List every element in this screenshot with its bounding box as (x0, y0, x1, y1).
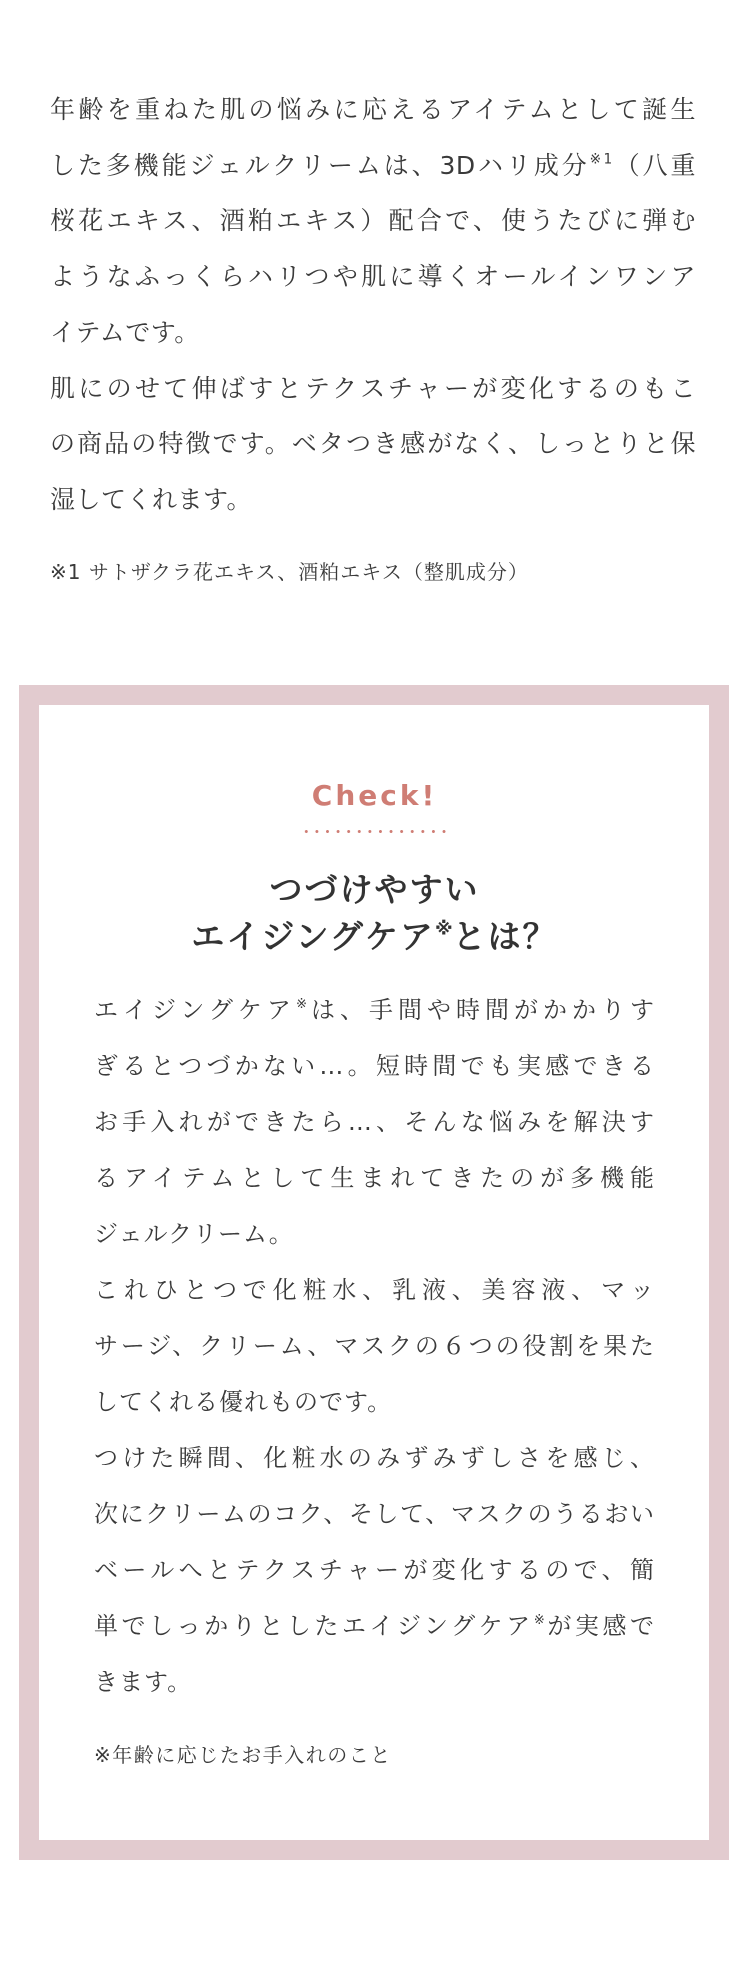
check-body-line (94, 1598, 655, 1654)
check-body-line (94, 1038, 655, 1094)
check-body-line (94, 1430, 655, 1486)
text-segment: ジェルクリーム。 (94, 1219, 294, 1248)
text-segment: した多機能ジェルクリームは、3Dハリ成分 (50, 150, 590, 180)
check-body-line (94, 1262, 655, 1318)
intro-footnote: ※1 サトザクラ花エキス、酒粕エキス（整肌成分） (50, 559, 529, 584)
text-segment: エイジングケア (94, 995, 296, 1024)
check-body-line (94, 1150, 655, 1206)
footnote-mark: ※1 (589, 151, 613, 168)
text-segment: 湿してくれます。 (50, 484, 253, 514)
text-segment: きます。 (94, 1667, 193, 1696)
check-body-paragraph (94, 1430, 655, 1710)
check-heading (94, 866, 655, 960)
intro-line (50, 82, 696, 138)
intro-line (50, 305, 696, 361)
check-box-inner (39, 705, 709, 1770)
text-segment: るアイテムとして生まれてきたのが多機能 (94, 1163, 655, 1192)
text-segment: 年齢を重ねた肌の悩みに応えるアイテムとして誕生 (50, 95, 696, 124)
text-segment: 肌にのせて伸ばすとテクスチャーが変化するのもこ (50, 373, 696, 403)
text-segment: してくれる優れものです。 (94, 1387, 393, 1416)
check-body-line (94, 1542, 655, 1598)
text-segment: 単でしっかりとしたエイジングケア (94, 1611, 534, 1640)
check-body-line (94, 1374, 655, 1430)
text-segment: エイジングケア (191, 917, 435, 956)
intro-line (50, 361, 696, 417)
intro-paragraph (50, 361, 696, 528)
check-body-line (94, 1318, 655, 1374)
text-segment: サージ、クリーム、マスクの６つの役割を果た (94, 1331, 655, 1360)
text-segment: お手入れができたら…、そんな悩みを解決す (94, 1107, 655, 1136)
intro-section (50, 82, 696, 587)
intro-line (50, 138, 696, 194)
text-segment: ベールへとテクスチャーが変化するので、簡 (94, 1555, 655, 1584)
check-body-line (94, 982, 655, 1038)
check-heading-paragraph (94, 866, 655, 960)
intro-line (50, 472, 696, 528)
text-segment: とは？ (452, 917, 558, 956)
text-segment: これひとつで化粧水、乳液、美容液、マッ (94, 1275, 655, 1304)
check-label: Check! (311, 779, 438, 812)
text-segment: ようなふっくらハリつや肌に導くオールインワンア (50, 262, 696, 292)
text-segment: つけた瞬間、化粧水のみずみずしさを感じ、 (94, 1443, 655, 1472)
check-box (19, 685, 729, 1860)
intro-paragraph (50, 82, 696, 361)
check-body-line (94, 1486, 655, 1542)
check-body-line (94, 1654, 655, 1710)
check-body-line (94, 1206, 655, 1262)
footnote-mark: ※ (295, 996, 311, 1012)
check-heading-line (94, 913, 655, 960)
text-segment: は、手間や時間がかかりす (311, 995, 656, 1024)
check-body-text (94, 982, 655, 1710)
text-segment: ぎるとつづかない…。短時間でも実感できる (94, 1051, 655, 1080)
text-segment: が実感で (547, 1611, 655, 1640)
intro-line (50, 416, 696, 472)
text-segment: の商品の特徴です。ベタつき感がなく、しっとりと保 (50, 429, 696, 459)
check-body-paragraph (94, 1262, 655, 1430)
footnote-mark: ※ (434, 918, 453, 940)
text-segment: 桜花エキス、酒粕エキス）配合で、使うたびに弾む (50, 206, 696, 236)
intro-text (50, 82, 696, 528)
check-body-line (94, 1094, 655, 1150)
text-segment: つづけやすい (269, 870, 480, 909)
footnote-mark: ※ (533, 1612, 548, 1628)
intro-line (50, 249, 696, 305)
check-body-paragraph (94, 982, 655, 1262)
check-heading-line (94, 866, 655, 913)
text-segment: 次にクリームのコク、そして、マスクのうるおい (94, 1499, 655, 1528)
intro-line (50, 193, 696, 249)
text-segment: イテムです。 (50, 317, 200, 347)
dotted-divider (301, 830, 449, 833)
text-segment: （八重 (612, 150, 696, 180)
check-footnote: ※年齢に応じたお手入れのこと (94, 1742, 392, 1767)
